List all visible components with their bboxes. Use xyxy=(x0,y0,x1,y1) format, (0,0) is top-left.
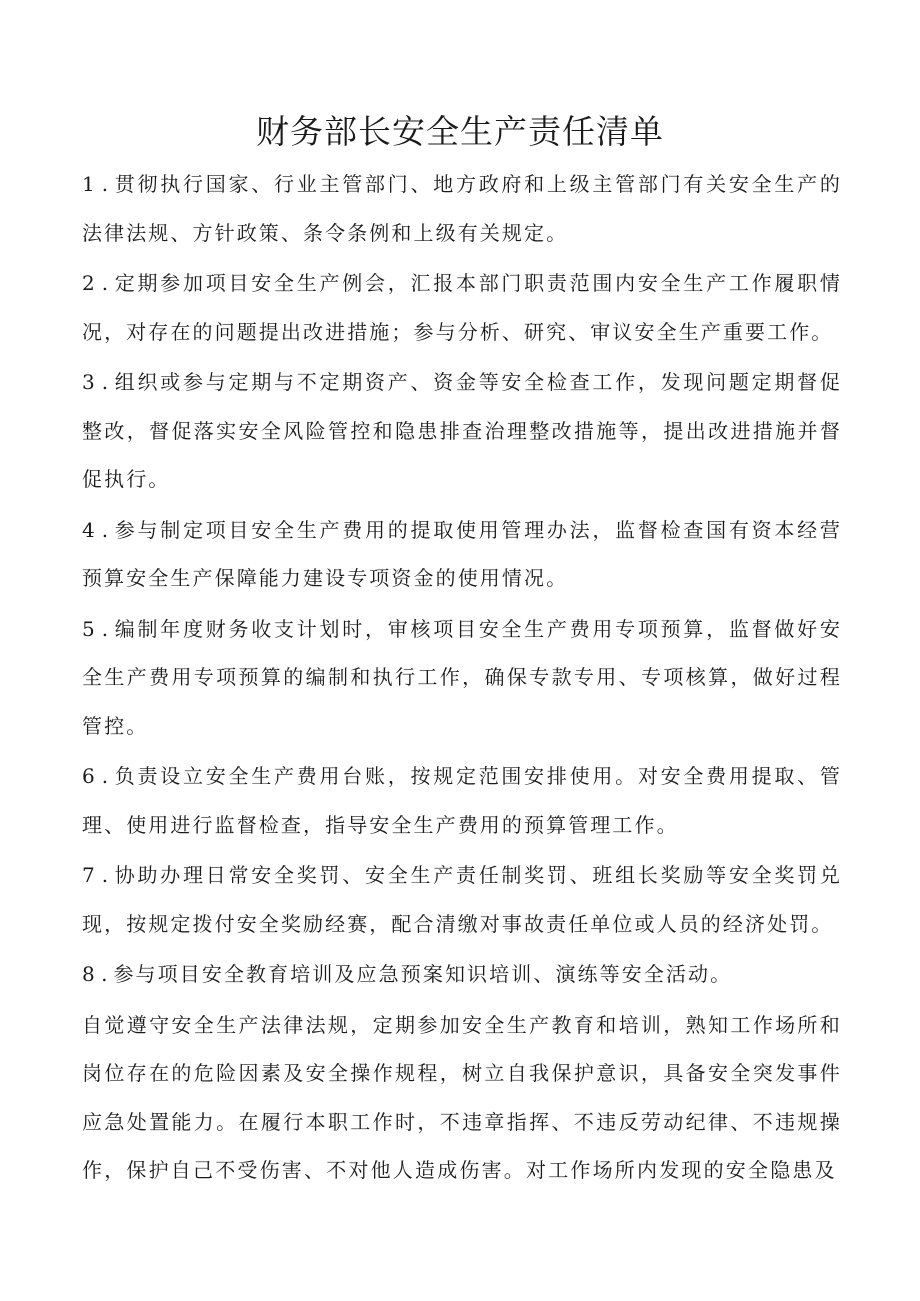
item-text: 组织或参与定期与不定期资产、资金等安全检查工作，发现问题定期督促整改，督促落实安全风险管控和隐患排查治理整改措施等，提出改进措施并督促执行。 xyxy=(82,370,842,491)
list-item xyxy=(82,605,842,751)
item-text: 负责设立安全生产费用台账，按规定范围安排使用。对安全费用提取、管理、使用进行监督检查，指导安全生产费用的预算管理工作。 xyxy=(82,764,842,837)
item-text: 参与项目安全教育培训及应急预案知识培训、演练等安全活动。 xyxy=(113,962,733,986)
item-text: 定期参加项目安全生产例会，汇报本部门职责范围内安全生产工作履职情况，对存在的问题提出改进措施；参与分析、研究、审议安全生产重要工作。 xyxy=(82,271,842,344)
list-item xyxy=(82,506,842,603)
document-title: 财务部长安全生产责任清单 xyxy=(256,112,664,151)
item-number: 8 . xyxy=(82,962,108,986)
item-text: 协助办理日常安全奖罚、安全生产责任制奖罚、班组长奖励等安全奖罚兑现，按规定拨付安全奖励经赛，配合清缴对事故责任单位或人员的经济处罚。 xyxy=(82,863,842,936)
list-item xyxy=(82,851,842,948)
list-item xyxy=(82,752,842,849)
item-text: 编制年度财务收支计划时，审核项目安全生产费用专项预算，监督做好安全生产费用专项预算的编制和执行工作，确保专款专用、专项核算，做好过程管控。 xyxy=(82,616,842,738)
list-item xyxy=(82,358,842,504)
item-number: 5 . xyxy=(82,616,109,641)
item-number: 4 . xyxy=(82,517,109,542)
closing-paragraph: 自觉遵守安全生产法律法规，定期参加安全生产教育和培训，熟知工作场所和岗位存在的危险因素及安全操作规程，树立自我保护意识，具备安全突发事件应急处置能力。在履行本职工作时，不违章指挥、不违反劳动纪律、不违规操作，保护自己不受伤害、不对他人造成伤害。对工作场所内发现的安全隐患及 xyxy=(82,1012,842,1182)
item-number: 7 . xyxy=(82,863,109,887)
item-text: 贯彻执行国家、行业主管部门、地方政府和上级主管部门有关安全生产的法律法规、方针政策、条令条例和上级有关规定。 xyxy=(82,172,842,245)
list-item xyxy=(82,259,842,356)
document-body xyxy=(82,160,842,1197)
item-number: 6 . xyxy=(82,764,109,788)
list-item xyxy=(82,160,842,257)
item-number: 1 . xyxy=(82,172,109,196)
item-text: 参与制定项目安全生产费用的提取使用管理办法，监督检查国有资本经营预算安全生产保障能力建设专项资金的使用情况。 xyxy=(82,517,842,590)
item-number: 3 . xyxy=(82,370,109,394)
item-number: 2 . xyxy=(82,271,109,295)
list-item xyxy=(82,950,842,999)
